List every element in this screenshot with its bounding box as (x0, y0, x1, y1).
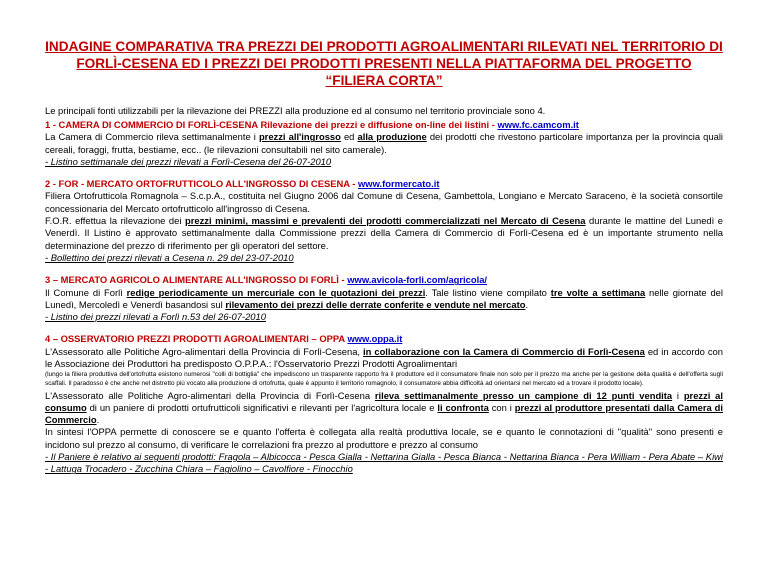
s4-text-1: L'Assessorato alle Politiche Agro-alimentari della Provincia di Forlì-Cesena, (45, 345, 364, 357)
s4-text-3: L'Assessorato alle Politiche Agro-alimentari della Provincia di Forlì-Cesena (45, 389, 375, 401)
title-emphasis: INDAGINE COMPARATIVA (45, 39, 214, 54)
section-4-link[interactable]: www.oppa.it (347, 333, 403, 345)
s3-text-1: Il Comune di Forlì (45, 286, 127, 298)
s2-text-2: durante le mattine del Lunedì e Venerdì. Il Listino è approvato settimanalmente dalla Commissione prezzi della Camera di Commercio di Forlì-Cesena ed è un importante strumento nella determinazione del prezzo di riferimento per gli operatori del settore. (45, 215, 723, 251)
s3-text-2: . Tale listino viene compilato (425, 286, 551, 298)
section-4 (45, 333, 723, 475)
section-4-reference: - Il Paniere è relativo ai seguenti prodotti: Fragola – Albicocca - Pesca Gialla - Nettarina Gialla - Pesca Bianca - Nettarina Bianca - Pera William - Pera Abate – Kiwi - Lattuga Trocadero - Zucchina Chiara – Fagiolino – Cavolfiore - Finocchio (45, 451, 723, 475)
s3-text-3: nelle giornate del Lunedì, Mercoledì e Venerdì basandosi sul (45, 286, 723, 310)
document-page (0, 38, 768, 581)
s3-emph-1: redige periodicamente un mercuriale con le quotazioni dei prezzi (126, 286, 426, 298)
section-2-para-1: Filiera Ortofrutticola Romagnola – S.c.p.A., costituita nel Giugno 2006 dal Comune di Cesena, Gambettola, Longiano e Mercato Saraceno, è la società consortile concessionaria del Mercato ortofrutticolo all'ingrosso di Cesena. (45, 190, 723, 214)
s4-text-7: . (96, 414, 100, 426)
section-1-heading (45, 119, 723, 131)
section-1 (45, 119, 723, 168)
section-3 (45, 274, 723, 323)
section-2 (45, 178, 723, 264)
section-3-body (45, 287, 723, 312)
section-4-heading (45, 333, 723, 345)
s2-emph-1: prezzi minimi, massimi e prevalenti dei prodotti commercializzati nel Mercato di Cesena (185, 215, 586, 227)
section-1-body (45, 131, 723, 156)
s4-text-4: i (672, 389, 684, 401)
section-3-reference: - Listino dei prezzi rilevati a Forlì n.53 del 26-07-2010 (45, 311, 266, 323)
section-2-title: 2 - FOR - MERCATO ORTOFRUTTICOLO ALL'INGROSSO DI CESENA - (45, 178, 358, 190)
s4-text-6: con i (488, 401, 515, 413)
s4-emph-4: li confronta (437, 401, 489, 413)
section-2-para-2 (45, 215, 723, 252)
section-3-heading (45, 274, 723, 286)
section-1-link[interactable]: www.fc.camcom.it (497, 119, 579, 130)
s4-emph-1: in collaborazione con la Camera di Commercio di Forlì-Cesena (363, 345, 645, 357)
s4-text-2: ed in accordo con le Associazione dei Produttori ha predisposto O.P.P.A.: l'Osservatorio Prezzi Prodotti Agroalimentari (45, 345, 723, 370)
document-title (45, 38, 723, 89)
s4-emph-2: rileva settimanalmente presso un campione di 12 punti vendita (374, 389, 673, 401)
section-2-link[interactable]: www.formercato.it (358, 178, 440, 190)
intro-text: Le principali fonti utilizzabili per la rilevazione dei PREZZI alla produzione ed al consumo nel territorio provinciale sono 4. (45, 105, 546, 116)
section-4-para-1 (45, 346, 723, 371)
s4-emph-3: prezzi al consumo (45, 389, 723, 413)
section-3-title: 3 – MERCATO AGRICOLO ALIMENTARE ALL'INGROSSO DI FORLÌ - (45, 274, 348, 286)
s2-text-1: F.O.R. effettua la rilevazione dei (45, 215, 185, 227)
section-4-title: 4 – OSSERVATORIO PREZZI PRODOTTI AGROALIMENTARI – OPPA (45, 333, 348, 345)
section-4-para-2 (45, 390, 723, 427)
section-1-reference: - Listino settimanale dei prezzi rilevati a Forlì-Cesena del 26-07-2010 (45, 155, 332, 167)
s4-text-5: di un paniere di prodotti ortufrutticoli significativi e rilevanti per l'agricoltura locale e (86, 401, 438, 413)
s1-text-3: dei prodotti che rivestono particolare importanza per la provincia quali cereali, foraggi, frutta, bestiame, ecc.. (le rilevazioni consultabili nel sito camerale). (45, 131, 723, 155)
section-4-footnote: (lungo la filiera produttiva dell'ortofrutta esistono numerosi "colli di bottiglia" che impediscono un trasparente rapporto fra il produttore ed il consumatore finale non solo per il prezzo ma anche per la gestione della qualità e dell'offerta sugli scaffali. Il paradosso è che anche nel distretto più vocato alla produzione di ortofrutta, quale è appunto il territorio romagnolo, il consumatore abbia difficoltà ad orientarsi nel mercato ed a trovare il prodotto locale). (45, 371, 723, 387)
title-rest: TRA PREZZI DEI PRODOTTI AGROALIMENTARI RILEVATI NEL TERRITORIO DI FORLÌ-CESENA ED I PREZZI DEI PRODOTTI PRESENTI NELLA PIATTAFORMA DEL PROGETTO “FILIERA CORTA” (76, 39, 723, 88)
s4-emph-5: prezzi al produttore presentati dalla Camera di Commercio (45, 401, 724, 426)
s1-text-2: ed (340, 131, 358, 143)
s3-emph-2: tre volte a settimana (550, 286, 646, 298)
s3-emph-3: rilevamento dei prezzi delle derrate conferite e vendute nel mercato (225, 298, 526, 310)
section-2-heading (45, 178, 723, 190)
section-2-reference: - Bollettino dei prezzi rilevati a Cesena n. 29 del 23-07-2010 (45, 251, 294, 263)
s1-emph-1: prezzi all'ingrosso (258, 131, 341, 143)
section-4-para-3: In sintesi l'OPPA permette di conoscere se e quanto l'offerta è collegata alla realtà produttiva locale, se e quanto le connotazioni di "qualità" sono presenti e incidono sul prezzo al consumo, di verificare le correlazioni fra prezzo al produttore e prezzo al consumo (45, 426, 723, 450)
s1-text-1: La Camera di Commercio rileva settimanalmente i (45, 131, 259, 143)
s1-emph-2: alla produzione (357, 131, 427, 143)
s3-text-4: . (525, 298, 529, 310)
section-3-link[interactable]: www.avicola-forli.com/agricola/ (347, 274, 488, 286)
section-1-title: 1 - CAMERA DI COMMERCIO DI FORLÌ-CESENA Rilevazione dei prezzi e diffusione on-line dei listini - (45, 119, 498, 130)
